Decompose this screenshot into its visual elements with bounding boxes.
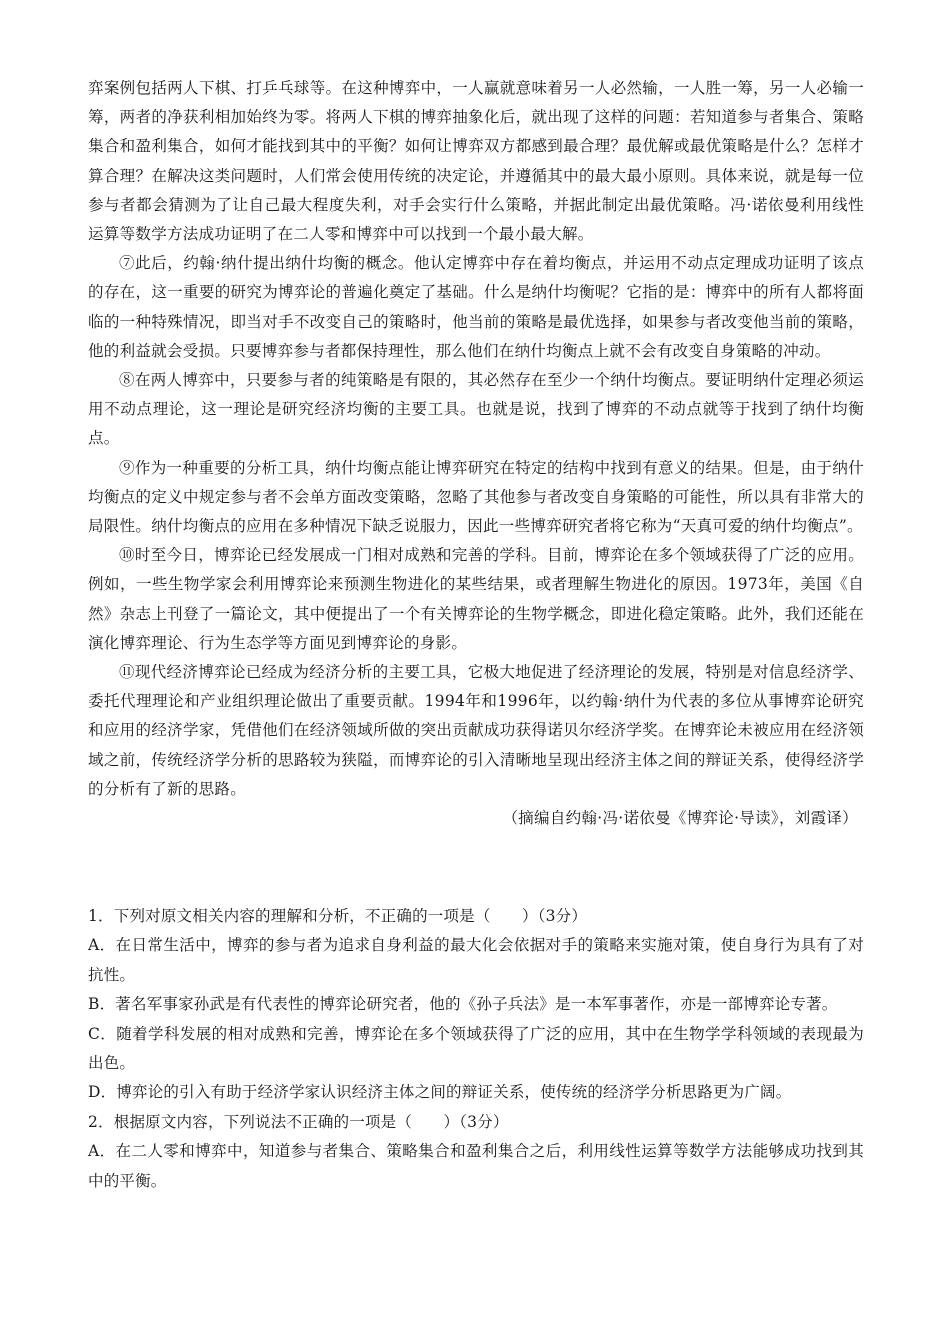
question-1-option-b: B．著名军事家孙武是有代表性的博弈论研究者，他的《孙子兵法》是一本军事著作，亦是一部博弈论专著。 [88, 995, 838, 1014]
paragraph-8: ⑧在两人博弈中，只要参与者的纯策略是有限的，其必然存在至少一个纳什均衡点。要证明纳什定理必须运用不动点理论，这一理论是研究经济均衡的主要工具。也就是说，找到了博弈的不动点就等于找到了纳什均衡点。 [88, 371, 864, 448]
paragraph-10: ⑩时至今日，博弈论已经发展成一门相对成熟和完善的学科。目前，博弈论在多个领域获得了广泛的应用。例如，一些生物学家会利用博弈论来预测生物进化的某些结果，或者理解生物进化的原因。1973年，美国《自然》杂志上刊登了一篇论文，其中便提出了一个有关博弈论的生物学概念，即进化稳定策略。此外，我们还能在演化博弈理论、行为生态学等方面见到博弈论的身影。 [88, 546, 864, 652]
question-1-option-c: C．随着学科发展的相对成熟和完善，博弈论在多个领域获得了广泛的应用，其中在生物学学科领域的表现最为出色。 [88, 1024, 864, 1073]
question-1-stem: 1．下列对原文相关内容的理解和分析，不正确的一项是（ ）（3分） [88, 907, 588, 925]
reading-passage [88, 74, 864, 833]
paragraph-9: ⑨作为一种重要的分析工具，纳什均衡点能让博弈研究在特定的结构中找到有意义的结果。但是，由于纳什均衡点的定义中规定参与者不会单方面改变策略，忽略了其他参与者改变自身策略的可能性，所以具有非常大的局限性。纳什均衡点的应用在多种情况下缺乏说服力，因此一些博弈研究者将它称为“天真可爱的纳什均衡点”。 [88, 458, 864, 536]
question-2-stem: 2．根据原文内容，下列说法不正确的一项是（ ）（3分） [88, 1112, 509, 1131]
question-1-option-a: A．在日常生活中，博弈的参与者为追求自身利益的最大化会依据对手的策略来实施对策，使自身行为具有了对抗性。 [88, 936, 864, 984]
source-citation: （摘编自约翰·冯·诺依曼《博弈论·导读》，刘霞译） [502, 809, 858, 828]
question-section [88, 902, 864, 1196]
paragraph-7: ⑦此后，约翰·纳什提出纳什均衡的概念。他认定博弈中存在着均衡点，并运用不动点定理成功证明了该点的存在，这一重要的研究为博弈论的普遍化奠定了基础。什么是纳什均衡呢？它指的是：博弈中的所有人都将面临的一种特殊情况，即当对手不改变自己的策略时，他当前的策略是最优选择，如果参与者改变他当前的策略，他的利益就会受损。只要博弈参与者都保持理性，那么他们在纳什均衡点上就不会有改变自身策略的冲动。 [88, 254, 864, 360]
question-2-option-a: A．在二人零和博弈中，知道参与者集合、策略集合和盈利集合之后，利用线性运算等数学方法能够成功找到其中的平衡。 [88, 1142, 864, 1190]
paragraph-11: ⑪现代经济博弈论已经成为经济分析的主要工具，它极大地促进了经济理论的发展，特别是对信息经济学、委托代理理论和产业组织理论做出了重要贡献。1994年和1996年，以约翰·纳什为代表的多位从事博弈论研究和应用的经济学家，凭借他们在经济领域所做的突出贡献成功获得诺贝尔经济学奖。在博弈论未被应用在经济领域之前，传统经济学分析的思路较为狭隘，而博弈论的引入清晰地呈现出经济主体之间的辩证关系，使得经济学的分析有了新的思路。 [88, 663, 864, 798]
question-1-option-d: D．博弈论的引入有助于经济学家认识经济主体之间的辩证关系，使传统的经济学分析思路更为广阔。 [88, 1083, 792, 1102]
paragraph-6-continued: 弈案例包括两人下棋、打乒乓球等。在这种博弈中，一人赢就意味着另一人必然输，一人胜一筹，另一人必输一筹，两者的净获利相加始终为零。将两人下棋的博弈抽象化后，就出现了这样的问题：若知道参与者集合、策略集合和盈利集合，如何才能找到其中的平衡？如何让博弈双方都感到最合理？最优解或最优策略是什么？怎样才算合理？在解决这类问题时，人们常会使用传统的决定论，并遵循其中的最大最小原则。具体来说，就是每一位参与者都会猜测为了让自己最大程度失利，对手会实行什么策略，并据此制定出最优策略。冯·诺依曼利用线性运算等数学方法成功证明了在二人零和博弈中可以找到一个最小最大解。 [88, 79, 864, 244]
